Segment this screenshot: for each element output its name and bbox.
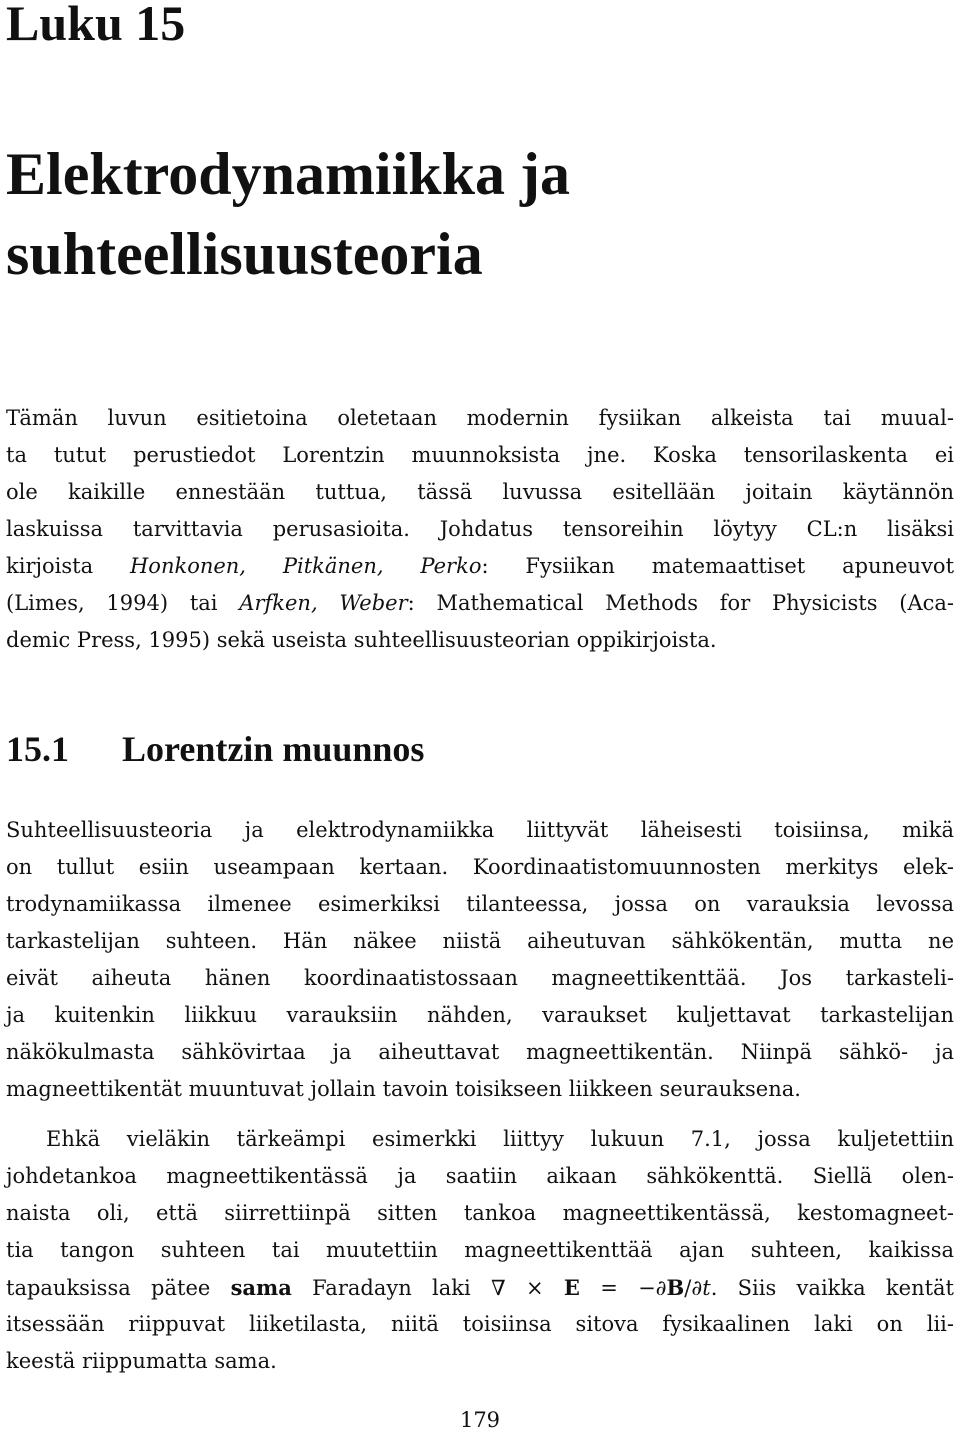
section-title: Lorentzin muunnos — [122, 729, 425, 769]
paragraph-line — [6, 1269, 954, 1306]
math-curl: ∇ × — [491, 1276, 564, 1300]
book-authors: Arfken, Weber — [239, 591, 408, 615]
intro-text: (Limes, 1994) tai — [6, 591, 240, 615]
emphasis: sama — [230, 1275, 292, 1300]
page-number: 179 — [459, 1408, 501, 1432]
faraday-law-formula — [491, 1276, 711, 1300]
paragraph-line: naista oli, että siirrettiinpä sitten tankoa magneettikentässä, kestomagneet- — [6, 1201, 954, 1225]
paragraph-line: tarkastelijan suhteen. Hän näkee niistä aiheutuvan sähkökentän, mutta ne — [6, 929, 954, 953]
body-paragraph — [6, 812, 954, 1108]
paragraph-text: tapauksissa pätee — [6, 1276, 231, 1300]
book-authors: Honkonen, Pitkänen, Perko — [129, 554, 482, 578]
intro-line: ole kaikille ennestään tuttua, tässä luvussa esitellään joitain käytännön — [6, 480, 954, 504]
section-heading — [6, 728, 424, 770]
intro-text: kirjoista — [6, 554, 130, 578]
paragraph-line: eivät aiheuta hänen koordinaatistossaan magneettikenttää. Jos tarkasteli- — [6, 966, 954, 990]
section-number: 15.1 — [6, 729, 69, 769]
intro-line: Tämän luvun esitietoina oletetaan modernin fysiikan alkeista tai muual- — [6, 406, 954, 430]
paragraph-line: Suhteellisuusteoria ja elektrodynamiikka liittyvät läheisesti toisiinsa, mikä — [6, 818, 954, 842]
intro-text: : Mathematical Methods for Physicists (Aca- — [407, 591, 954, 615]
paragraph-text: Faradayn laki — [291, 1276, 492, 1300]
intro-line: laskuissa tarvittavia perusasioita. Johdatus tensoreihin löytyy CL:n lisäksi — [6, 517, 954, 541]
intro-line: ta tutut perustiedot Lorentzin muunnoksista jne. Koska tensorilaskenta ei — [6, 443, 954, 467]
intro-line: demic Press, 1995) sekä useista suhteellisuusteorian oppikirjoista. — [6, 628, 717, 652]
paragraph-line: itsessään riippuvat liiketilasta, niitä toisiinsa sitova fysikaalinen laki on lii- — [6, 1312, 954, 1336]
paragraph-line: keestä riippumatta sama. — [6, 1349, 277, 1373]
intro-paragraph — [6, 400, 954, 659]
paragraph-line: ja kuitenkin liikkuu varauksiin nähden, varaukset kuljettavat tarkastelijan — [6, 1003, 954, 1027]
math-partial: /∂ — [684, 1276, 703, 1300]
chapter-title — [6, 134, 570, 294]
math-equals: = −∂ — [579, 1276, 667, 1300]
paragraph-line: trodynamiikassa ilmenee esimerkiksi tilanteessa, jossa on varauksia levossa — [6, 892, 954, 916]
intro-line — [6, 585, 954, 622]
paragraph-text: . Siis vaikka kentät — [710, 1276, 954, 1300]
chapter-title-line: suhteellisuusteoria — [6, 221, 483, 287]
math-var-t: t — [702, 1276, 711, 1300]
math-vector-b: B — [666, 1275, 685, 1300]
paragraph-line: tia tangon suhteen tai muutettiin magneettikenttää ajan suhteen, kaikissa — [6, 1238, 954, 1262]
intro-text: : Fysiikan matemaattiset apuneuvot — [481, 554, 955, 578]
paragraph-line: on tullut esiin useampaan kertaan. Koordinaatistomuunnosten merkitys elek- — [6, 855, 954, 879]
paragraph-line: magneettikentät muuntuvat jollain tavoin toisikseen liikkeen seurauksena. — [6, 1077, 801, 1101]
intro-line — [6, 548, 954, 585]
math-vector-e: E — [563, 1275, 580, 1300]
paragraph-line: johdetankoa magneettikentässä ja saatiin aikaan sähkökenttä. Siellä olen- — [6, 1164, 954, 1188]
paragraph-line: Ehkä vieläkin tärkeämpi esimerkki liittyy lukuun 7.1, jossa kuljetettiin — [46, 1127, 954, 1151]
chapter-label: Luku 15 — [6, 0, 186, 51]
body-paragraph — [6, 1121, 954, 1380]
paragraph-line: näkökulmasta sähkövirtaa ja aiheuttavat magneettikentän. Niinpä sähkö- ja — [6, 1040, 954, 1064]
chapter-title-line: Elektrodynamiikka ja — [6, 141, 570, 207]
